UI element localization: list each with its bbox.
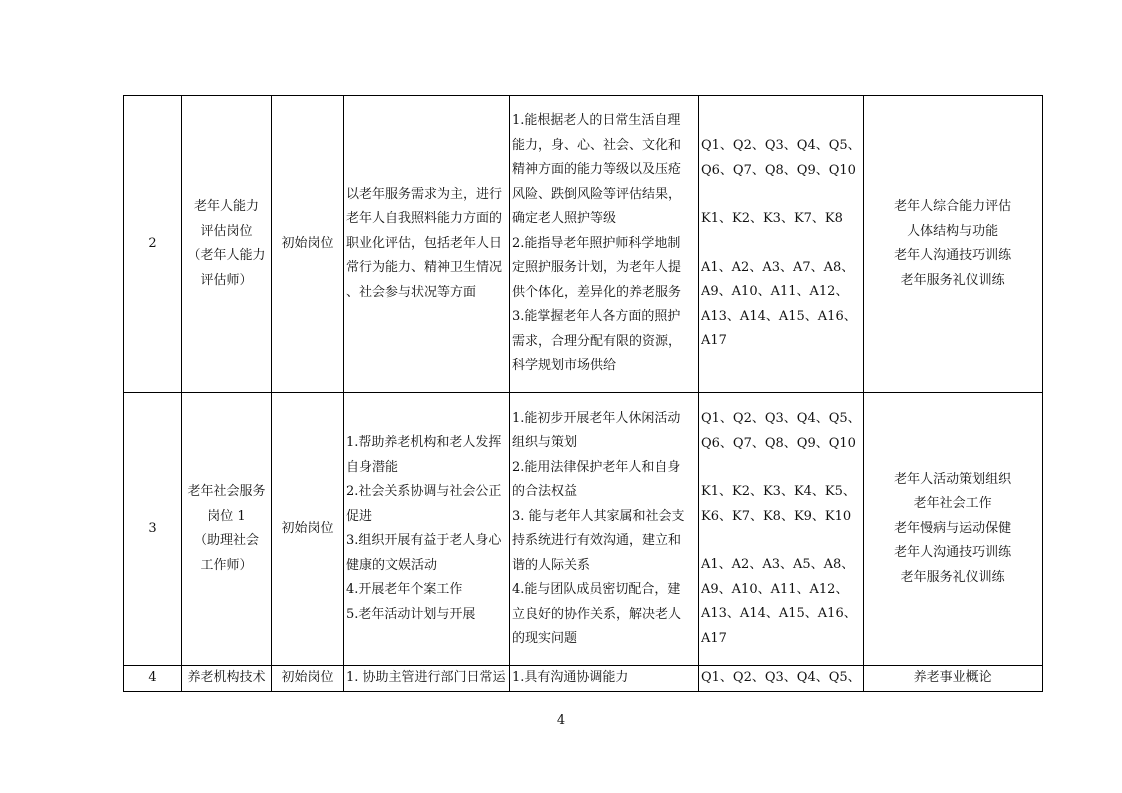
ability-requirement-line: 谐的人际关系 [512, 557, 591, 573]
position-name-line: 岗位 1 [207, 508, 246, 524]
ability-requirement-line: 能力，身、心、社会、文化和 [512, 137, 682, 153]
course-line: 老年人活动策划组织 [894, 471, 1012, 487]
course-cell [863, 393, 1042, 666]
position-name-line: 老年人能力 [193, 199, 259, 214]
job-description-line: 以老年服务需求为主，进行 [346, 186, 503, 202]
position-name-line: 养老机构技术 [187, 670, 266, 685]
job-description-line: 常行为能力、精神卫生情况 [346, 260, 503, 276]
job-description-line: 职业化评估，包括老年人日 [346, 235, 503, 251]
competency-code-line: A17 [701, 630, 727, 646]
competency-code-line: Q1、Q2、Q3、Q4、Q5、 [701, 411, 861, 426]
job-description-line: 1.帮助养老机构和老人发挥 [346, 435, 502, 450]
job-description-line: 老年人自我照料能力方面的 [346, 211, 503, 227]
ability-requirement-line: 精神方面的能力等级以及压疮 [512, 162, 682, 178]
job-description-line: 1. 协助主管进行部门日常运 [346, 670, 506, 685]
ability-requirement-line: 组织与策划 [512, 435, 578, 450]
course-line: 老年人综合能力评估 [894, 199, 1012, 214]
job-position-table [123, 95, 1043, 692]
position-level-cell: 初始岗位 [272, 96, 344, 393]
competency-code-group [701, 666, 861, 691]
competency-code-line: A1、A2、A3、A5、A8、 [701, 557, 855, 572]
competency-code-line: K1、K2、K3、K4、K5、 [701, 484, 856, 499]
competency-code-cell [699, 96, 864, 393]
ability-requirement-line: 3. 能与老年人其家属和社会支 [512, 508, 685, 524]
job-description-cell [344, 96, 510, 393]
ability-requirement-line: 科学规划市场供给 [512, 358, 617, 374]
row-number-cell: 3 [124, 393, 182, 666]
job-description-cell [344, 393, 510, 666]
course-line: 老年服务礼仪训练 [900, 272, 1005, 288]
ability-requirement-line: 风险、跌倒风险等评估结果， [512, 186, 682, 202]
ability-requirement-line: 4.能与团队成员密切配合，建 [512, 582, 681, 597]
competency-code-group [701, 553, 861, 651]
course-cell [863, 96, 1042, 393]
position-name-line: 工作师） [200, 557, 253, 573]
ability-requirement-line: 1.能初步开展老年人休闲活动 [512, 410, 681, 426]
ability-requirement-line: 确定老人照护等级 [512, 211, 617, 227]
ability-requirement-line: 1.具有沟通协调能力 [512, 670, 629, 685]
ability-requirement-line: 的现实问题 [512, 631, 578, 646]
ability-requirement-cell [510, 666, 699, 692]
page-number: 4 [556, 713, 566, 728]
job-description-line: 2.社会关系协调与社会公正 [346, 484, 502, 499]
ability-requirement-cell [510, 96, 699, 393]
job-description-line: 健康的文娱活动 [346, 557, 438, 573]
table-row [124, 96, 1043, 393]
competency-code-line: A13、A14、A15、A16、 [701, 606, 857, 621]
position-name-line: （老年人能力 [187, 248, 266, 263]
job-description-line: 促进 [346, 508, 373, 524]
competency-code-group [701, 207, 861, 232]
ability-requirement-line: 持系统进行有效沟通，建立和 [512, 533, 682, 548]
position-name-line: （助理社会 [193, 533, 259, 548]
competency-code-line: A13、A14、A15、A16、 [701, 308, 857, 324]
job-description-line: 4.开展老年个案工作 [346, 582, 463, 597]
course-line: 老年人沟通技巧训练 [894, 545, 1012, 561]
position-level-cell: 初始岗位 [272, 666, 344, 692]
row-number-cell: 4 [124, 666, 182, 692]
job-description-cell [344, 666, 510, 692]
ability-requirement-line: 2.能用法律保护老年人和自身 [512, 459, 681, 475]
job-description-line: 3.组织开展有益于老人身心 [346, 533, 502, 548]
ability-requirement-line: 1.能根据老人的日常生活自理 [512, 113, 681, 129]
ability-requirement-line: 2.能指导老年照护师科学地制 [512, 235, 681, 251]
competency-code-line: Q6、Q7、Q8、Q9、Q10 [701, 162, 856, 178]
row-number-cell: 2 [124, 96, 182, 393]
course-cell [863, 666, 1042, 692]
position-level-cell: 初始岗位 [272, 393, 344, 666]
job-description-line: 5.老年活动计划与开展 [346, 606, 476, 622]
position-name-line: 老年社会服务 [187, 484, 266, 499]
course-line: 老年人沟通技巧训练 [894, 248, 1012, 263]
table-row [124, 666, 1043, 692]
competency-code-line: K1、K2、K3、K7、K8 [701, 211, 843, 227]
competency-code-line: K6、K7、K8、K9、K10 [701, 508, 852, 524]
position-name-cell [182, 393, 272, 666]
course-line: 老年服务礼仪训练 [900, 569, 1005, 585]
position-name-cell [182, 666, 272, 692]
competency-code-cell [699, 666, 864, 692]
competency-code-group [701, 407, 861, 456]
competency-code-line: A9、A10、A11、A12、 [701, 581, 849, 597]
competency-code-line: Q1、Q2、Q3、Q4、Q5、 [701, 670, 861, 685]
position-name-line: 评估岗位 [200, 223, 253, 239]
competency-code-cell [699, 393, 864, 666]
competency-code-line: A9、A10、A11、A12、 [701, 284, 849, 300]
table-row [124, 393, 1043, 666]
ability-requirement-line: 定照护服务计划，为老年人提 [512, 260, 682, 276]
competency-code-group [701, 480, 861, 529]
competency-code-line: A1、A2、A3、A7、A8、 [701, 259, 855, 275]
job-description-line: 自身潜能 [346, 459, 399, 475]
course-line: 老年慢病与运动保健 [894, 520, 1012, 536]
competency-code-group [701, 134, 861, 183]
competency-code-group [701, 256, 861, 354]
course-line: 老年社会工作 [913, 496, 992, 512]
ability-requirement-line: 的合法权益 [512, 484, 578, 499]
ability-requirement-cell [510, 393, 699, 666]
competency-code-line: Q6、Q7、Q8、Q9、Q10 [701, 435, 856, 451]
ability-requirement-line: 立良好的协作关系，解决老人 [512, 606, 682, 622]
competency-code-line: Q1、Q2、Q3、Q4、Q5、 [701, 138, 861, 154]
position-name-cell [182, 96, 272, 393]
position-name-line: 评估师） [200, 272, 253, 288]
ability-requirement-line: 3.能掌握老年人各方面的照护 [512, 309, 681, 325]
course-line: 养老事业概论 [913, 670, 992, 685]
ability-requirement-line: 需求，合理分配有限的资源， [512, 333, 682, 349]
job-description-line: 、社会参与状况等方面 [346, 284, 477, 300]
ability-requirement-line: 供个体化，差异化的养老服务 [512, 284, 682, 300]
course-line: 人体结构与功能 [907, 223, 999, 239]
competency-code-line: A17 [701, 333, 727, 349]
